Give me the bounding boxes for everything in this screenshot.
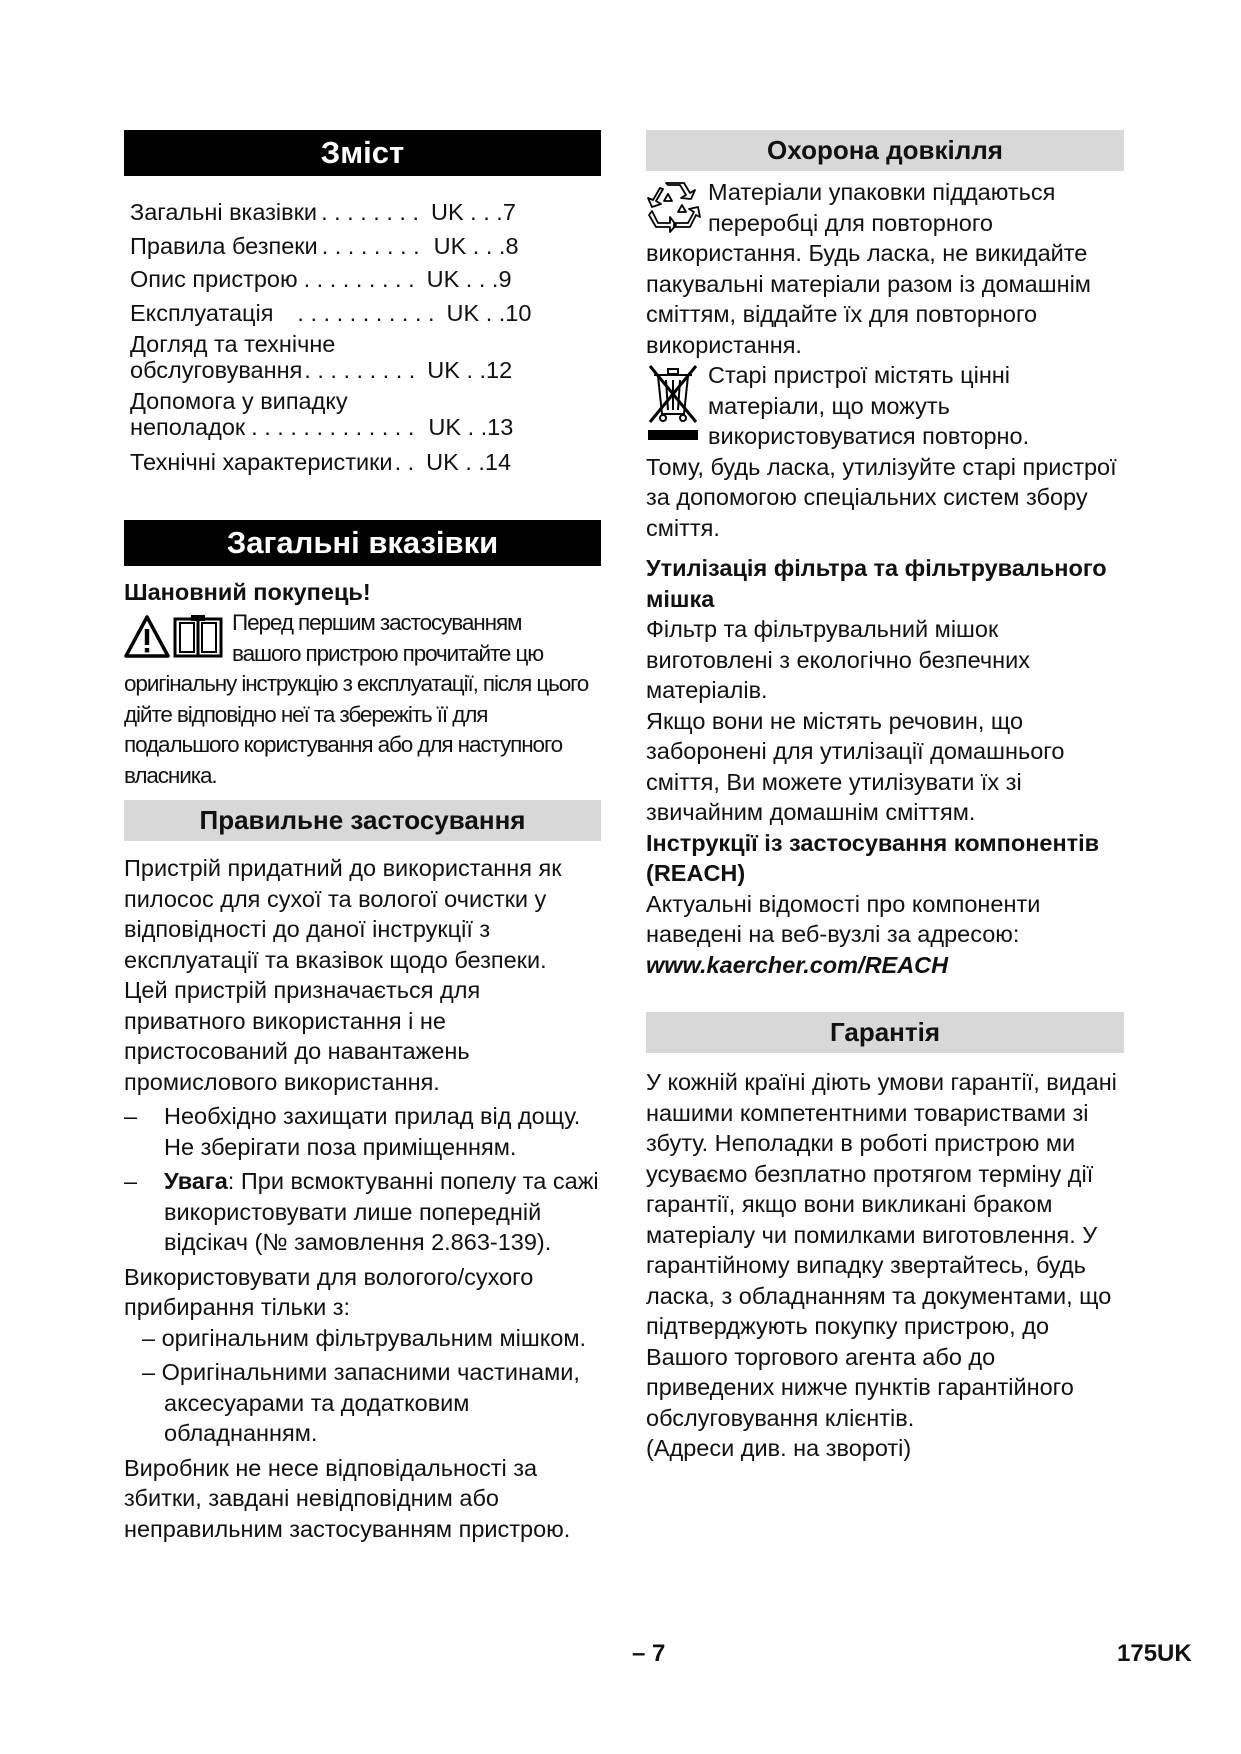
toc-entry-dots: . . . . . . . . .: [304, 356, 416, 383]
reach-link[interactable]: www.kaercher.com/REACH: [646, 951, 949, 978]
environment-title: Охорона довкілля: [646, 130, 1124, 171]
toc-entry-title: Допомога у випадку: [130, 388, 348, 414]
filter-paragraph-2: Якщо вони не містять речовин, що заборонені для утилізації домашнього сміття, Ви можете утилізувати їх зі звичайним домашнім сміттям.: [646, 707, 1065, 825]
packaging-text: використання. Будь ласка, не викидайте пакувальні матеріали разом із домашнім сміттям, віддайте їх для повторного використання.: [646, 240, 1091, 358]
toc-entry[interactable]: [130, 332, 601, 383]
toc-entry-dots: . . . . . . . . .: [303, 266, 415, 292]
toc-entry[interactable]: [130, 263, 601, 297]
left-column: [124, 130, 601, 1544]
toc-entry[interactable]: [130, 230, 601, 264]
crossed-bin-icon: [646, 362, 702, 444]
reach-text: Актуальні відомості про компоненти наведені на веб-вузлі за адресою:: [646, 890, 1041, 947]
intro-line-1: Перед першим застосуванням: [232, 610, 522, 635]
toc-entry-page: UK . .14: [426, 449, 512, 475]
toc-entry-dots: . .: [394, 449, 415, 475]
toc-entry[interactable]: [130, 196, 601, 230]
toc-entry-dots: . . . . . . . . . . .: [297, 299, 435, 326]
toc-entry-title: Опис пристрою: [130, 266, 298, 292]
recycling-icon: [646, 179, 702, 235]
proper-use-paragraph-1: Пристрій придатний до використання як пилосос для сухої та вологої очистки у відповідності до даної інструкції з експлуатації та вказівок щодо безпеки.: [124, 855, 562, 973]
warranty-note: (Адреси див. на звороті): [646, 1435, 912, 1461]
warranty-title: Гарантія: [646, 1012, 1124, 1053]
toc-entry-title: Технічні характеристики: [130, 449, 393, 475]
toc-entry-page: UK . . .7: [431, 199, 516, 225]
warning-icon: [124, 614, 170, 660]
toc-entry-title: Експлуатація: [130, 299, 274, 326]
intro-line-2: вашого пристрою прочитайте цю: [232, 640, 544, 666]
toc-entry-page: UK . . .9: [426, 266, 512, 292]
proper-use-paragraph-3: Використовувати для вологого/сухого прибирання тільки з:: [124, 1263, 534, 1320]
toc-entry[interactable]: [130, 446, 601, 480]
manual-book-icon: [172, 614, 224, 660]
list-item: – Оригінальними запасними частинами, аксесуарами та додатковим обладнанням.: [142, 1359, 580, 1446]
reach-heading: Інструкції із застосування компонентів (REACH): [646, 829, 1100, 886]
old-devices-line-3: використовуватися повторно.: [708, 423, 1030, 449]
toc-entry-page: UK . .13: [428, 413, 514, 440]
packaging-block: [646, 177, 1124, 238]
page-code: 175UK: [1117, 1640, 1192, 1667]
toc-entry-page: UK . .10: [446, 299, 532, 326]
toc-entry-page: UK . .12: [427, 356, 513, 383]
toc-entry-title: Загальні вказівки: [130, 199, 318, 225]
proper-use-paragraph-4: Виробник не несе відповідальності за збитки, завдані невідповідним або неправильним застосуванням пристрою.: [124, 1454, 571, 1542]
toc-entry-dots: . . . . . . . . . . . . .: [251, 413, 415, 440]
proper-use-paragraph-2: Цей пристрій призначається для приватного використання і не пристосований до навантажень промислового використання.: [124, 977, 481, 1095]
toc-entry-title: Догляд та технічне: [130, 331, 336, 357]
old-devices-line-2: матеріали, що можуть: [708, 392, 950, 419]
list-item: – Увага: При всмоктуванні попелу та сажі використовувати лише попередній відсікач (№ замовлення 2.863-139).: [124, 1168, 599, 1255]
greeting: Шановний покупець!: [124, 578, 371, 605]
list-item-text: Необхідно захищати прилад від дощу. Не зберігати поза приміщенням.: [164, 1103, 581, 1160]
warranty-text: У кожній країні діють умови гарантії, видані нашими компетентними товариствами зі збуту. Неполадки в роботі пристрою ми усуваємо безплатно протягом терміну дії гарантії, якщо вони викликані браком матеріалу чи помилками виготовлення. У гарантійному випадку звертайтесь, будь ласка, з обладнанням та документами, що підтверджують покупку пристрою, до Вашого торгового агента або до приведених нижче пунктів гарантійного обслуговування клієнтів.: [646, 1069, 1117, 1431]
list-item-text: : При всмоктуванні попелу та сажі використовувати лише попередній відсікач (№ замовлення 2.863-139).: [164, 1168, 599, 1255]
toc-title: Зміст: [124, 130, 601, 176]
general-title: Загальні вказівки: [124, 520, 601, 566]
intro-block: [124, 608, 601, 669]
packaging-line-2: переробці для повторного: [708, 209, 993, 236]
toc-entry[interactable]: [130, 389, 601, 440]
packaging-line-1: Матеріали упаковки піддаються: [708, 179, 1056, 205]
toc-entry-title-cont: неполадок: [130, 413, 246, 440]
list-item: – Необхідно захищати прилад від дощу. Не зберігати поза приміщенням.: [124, 1101, 601, 1162]
right-column: [646, 130, 1124, 1464]
page-number: – 7: [632, 1640, 666, 1667]
proper-use-title: Правильне застосування: [124, 800, 601, 841]
toc-entry-title: Правила безпеки: [130, 232, 318, 259]
toc-entry[interactable]: [130, 297, 601, 331]
old-devices-line-1: Старі пристрої містять цінні: [708, 362, 1011, 388]
attention-label: Увага: [164, 1168, 228, 1194]
old-devices-block: [646, 360, 1124, 452]
intro-text: оригінальну інструкцію з експлуатації, після цього дійте відповідно неї та збережіть її для подальшого користування або для наступного власника.: [124, 671, 589, 788]
table-of-contents: [130, 196, 601, 480]
list-item: – оригінальним фільтрувальним мішком.: [142, 1324, 587, 1351]
toc-entry-page: UK . . .8: [433, 232, 519, 259]
filter-paragraph-1: Фільтр та фільтрувальний мішок виготовлені з екологічно безпечних матеріалів.: [646, 616, 1031, 703]
toc-entry-title-cont: обслуговування: [130, 356, 303, 383]
old-devices-text: Тому, будь ласка, утилізуйте старі пристрої за допомогою спеціальних систем збору сміття.: [646, 453, 1117, 541]
filter-heading: Утилізація фільтра та фільтрувального мішка: [646, 555, 1107, 612]
toc-entry-dots: . . . . . . . .: [321, 199, 419, 225]
toc-entry-dots: . . . . . . . .: [321, 232, 420, 259]
